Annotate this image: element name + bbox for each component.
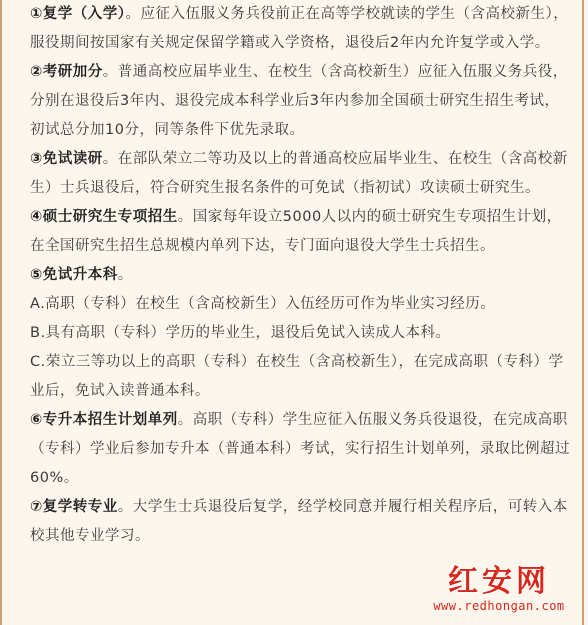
paragraph-exam-bonus [30, 58, 570, 145]
paragraph-transfer-major [30, 493, 570, 551]
paragraph-item-a [30, 290, 570, 319]
paragraph-lead: ④硕士研究生专项招生 [30, 209, 178, 225]
paragraph-text: 。 [117, 267, 133, 283]
paragraph-text: 。国家每年设立5000人以内的硕士研究生专项招生计划，在全国研究生招生总规模内单列下达，专门面向退役大学生士兵招生。 [30, 209, 562, 254]
paragraph-text: 。普通高校应届毕业生、在校生（含高校新生）应征入伍服义务兵役，分别在退役后3年内、退役完成本科学业后3年内参加全国硕士研究生招生考试，初试总分加10分，同等条件下优先录取。 [30, 64, 568, 138]
watermark-url: www.redhongan.com [424, 599, 574, 613]
paragraph-lead: ③免试读研 [30, 151, 103, 167]
paragraph-item-b [30, 319, 570, 348]
paragraph-text: 。大学生士兵退役后复学，经学校同意并履行相关程序后，可转入本校其他专业学习。 [30, 499, 568, 544]
paragraph-text: 。应征入伍服义务兵役前正在高等学校就读的学生（含高校新生），服役期间按国家有关规定保留学籍或入学资格，退役后2年内允许复学或入学。 [30, 6, 569, 51]
article-body [30, 0, 570, 551]
paragraph-lead: ②考研加分 [30, 64, 103, 80]
paragraph-lead: ⑦复学转专业 [30, 499, 118, 515]
paragraph-text: B.具有高职（专科）学历的毕业生，退役后免试入读成人本科。 [30, 325, 451, 341]
paragraph-exempt-graduate [30, 145, 570, 203]
paragraph-lead: ⑤免试升本科 [30, 267, 118, 283]
paragraph-item-c [30, 348, 570, 406]
paragraph-upgrade-plan [30, 406, 570, 493]
paragraph-text: C.荣立三等功以上的高职（专科）在校生（含高校新生），在完成高职（专科）学业后，免试入读普通本科。 [30, 354, 564, 399]
paragraph-exempt-bachelor [30, 261, 570, 290]
watermark-logo: 红安网 [448, 564, 550, 599]
paragraph-special-enrollment [30, 203, 570, 261]
paragraph-text: 。在部队荣立二等功及以上的普通高校应届毕业生、在校生（含高校新生）士兵退役后，符合研究生报名条件的可免试（指初试）攻读硕士研究生。 [30, 151, 568, 196]
paragraph-resume-study [30, 0, 570, 58]
paragraph-text: A.高职（专科）在校生（含高校新生）入伍经历可作为毕业实习经历。 [30, 296, 496, 312]
paragraph-lead: ⑥专升本招生计划单列 [30, 412, 178, 428]
paragraph-lead: ①复学（入学） [30, 6, 126, 22]
paragraph-text: 。高职（专科）学生应征入伍服义务兵役退役，在完成高职（专科）学业后参加专升本（普通本科）考试，实行招生计划单列，录取比例超过60%。 [30, 412, 570, 486]
